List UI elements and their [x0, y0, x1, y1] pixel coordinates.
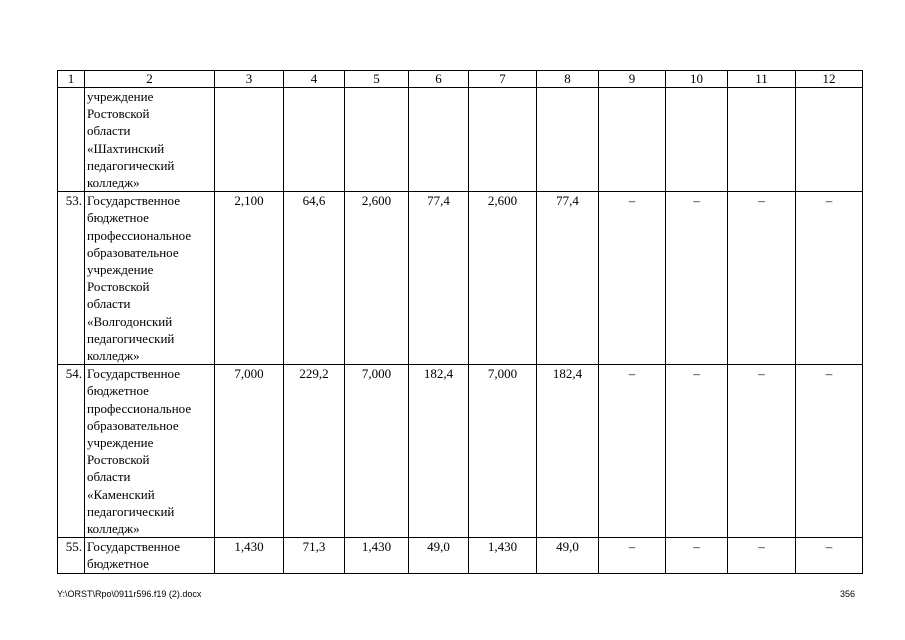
institution-name-line: педагогический	[87, 157, 175, 173]
institution-name-line: Государственное	[87, 193, 180, 209]
value-cell: 229,2	[284, 365, 345, 538]
institution-name-line: колледж»	[87, 348, 140, 364]
value-cell	[345, 88, 409, 192]
data-table	[57, 70, 863, 574]
column-header: 10	[666, 71, 728, 88]
column-header: 6	[409, 71, 469, 88]
value-cell	[599, 88, 666, 192]
value-cell	[796, 88, 863, 192]
institution-name-line: бюджетное	[87, 556, 149, 572]
column-header: 8	[537, 71, 599, 88]
table-row	[58, 192, 863, 365]
value-cell: 1,430	[469, 538, 537, 573]
row-number-cell	[58, 88, 85, 192]
institution-name-line: Государственное	[87, 366, 180, 382]
institution-name-line: учреждение	[87, 435, 154, 451]
institution-name-line: Ростовской	[87, 106, 150, 122]
value-cell: –	[728, 192, 796, 365]
column-header: 7	[469, 71, 537, 88]
value-cell: –	[599, 365, 666, 538]
column-header: 11	[728, 71, 796, 88]
row-number-cell: 55.	[58, 538, 85, 573]
value-cell: 71,3	[284, 538, 345, 573]
value-cell: 64,6	[284, 192, 345, 365]
value-cell: 49,0	[409, 538, 469, 573]
institution-name-line: профессиональное	[87, 227, 192, 243]
value-cell: 1,430	[345, 538, 409, 573]
table-row	[58, 365, 863, 538]
value-cell: –	[796, 538, 863, 573]
column-header: 2	[85, 71, 215, 88]
value-cell	[537, 88, 599, 192]
value-cell	[469, 88, 537, 192]
value-cell: 2,600	[469, 192, 537, 365]
value-cell: 2,100	[215, 192, 284, 365]
value-cell: 7,000	[469, 365, 537, 538]
row-number-cell: 54.	[58, 365, 85, 538]
institution-name-cell	[85, 88, 215, 192]
value-cell: –	[796, 365, 863, 538]
institution-name-line: учреждение	[87, 262, 154, 278]
value-cell: 182,4	[409, 365, 469, 538]
value-cell: 2,600	[345, 192, 409, 365]
institution-name-line: педагогический	[87, 503, 175, 519]
value-cell: 49,0	[537, 538, 599, 573]
column-header: 1	[58, 71, 85, 88]
value-cell	[666, 88, 728, 192]
institution-name-line: образовательное	[87, 244, 179, 260]
institution-name-cell	[85, 365, 215, 538]
column-header: 9	[599, 71, 666, 88]
institution-name-line: колледж»	[87, 175, 140, 191]
value-cell	[215, 88, 284, 192]
value-cell: –	[728, 365, 796, 538]
value-cell: 1,430	[215, 538, 284, 573]
institution-name-line: области	[87, 296, 131, 312]
row-number-cell: 53.	[58, 192, 85, 365]
value-cell: –	[728, 538, 796, 573]
institution-name-cell	[85, 538, 215, 573]
institution-name-line: бюджетное	[87, 383, 149, 399]
institution-name-line: Государственное	[87, 539, 180, 555]
value-cell: –	[666, 365, 728, 538]
value-cell	[284, 88, 345, 192]
value-cell: 7,000	[345, 365, 409, 538]
value-cell	[409, 88, 469, 192]
institution-name-line: «Каменский	[87, 486, 155, 502]
value-cell: –	[796, 192, 863, 365]
value-cell: –	[666, 538, 728, 573]
institution-name-line: «Волгодонский	[87, 313, 173, 329]
institution-name-line: области	[87, 123, 131, 139]
footer-page-number: 356	[840, 589, 856, 599]
value-cell: –	[666, 192, 728, 365]
value-cell: –	[599, 192, 666, 365]
institution-name-line: образовательное	[87, 417, 179, 433]
column-header: 3	[215, 71, 284, 88]
footer-file-path: Y:\ORST\Rpo\0911r596.f19 (2).docx	[57, 589, 202, 599]
column-header: 12	[796, 71, 863, 88]
table-row	[58, 538, 863, 573]
column-header: 4	[284, 71, 345, 88]
table-header-row	[58, 71, 863, 88]
table-row	[58, 88, 863, 192]
institution-name-line: учреждение	[87, 89, 154, 104]
value-cell: 182,4	[537, 365, 599, 538]
institution-name-line: бюджетное	[87, 210, 149, 226]
institution-name-line: Ростовской	[87, 279, 150, 295]
institution-name-line: профессиональное	[87, 400, 192, 416]
value-cell: 7,000	[215, 365, 284, 538]
institution-name-line: педагогический	[87, 330, 175, 346]
institution-name-line: колледж»	[87, 521, 140, 537]
institution-name-cell	[85, 192, 215, 365]
value-cell: 77,4	[409, 192, 469, 365]
value-cell: 77,4	[537, 192, 599, 365]
institution-name-line: «Шахтинский	[87, 140, 165, 156]
value-cell	[728, 88, 796, 192]
value-cell: –	[599, 538, 666, 573]
institution-name-line: Ростовской	[87, 452, 150, 468]
institution-name-line: области	[87, 469, 131, 485]
column-header: 5	[345, 71, 409, 88]
